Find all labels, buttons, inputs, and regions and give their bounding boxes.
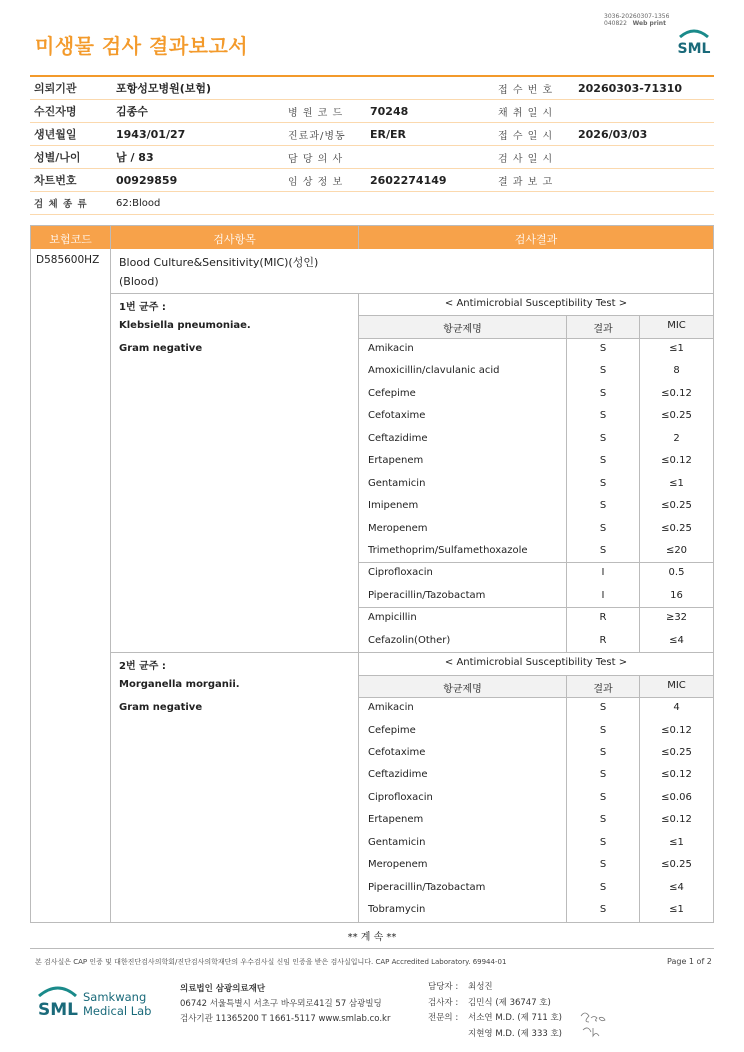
drug-name: Cefotaxime [368, 747, 426, 758]
drug-name: Meropenem [368, 522, 428, 534]
web-print-label: Web print [632, 20, 666, 27]
result-table-header [31, 226, 713, 249]
drug-name: Ampicillin [368, 612, 417, 624]
patient-field-label: 생년월일 [30, 123, 112, 146]
specimen-value: 62:Blood [112, 192, 714, 215]
drug-name: Cefepime [368, 387, 416, 399]
patient-field-value: 2026/03/03 [574, 123, 714, 146]
drug-name: Piperacillin/Tazobactam [368, 589, 486, 601]
organism-label: 1번 균주 : [119, 302, 166, 313]
org-address: 06742 서울특별시 서초구 바우뫼로41길 57 삼광빌딩 [180, 999, 382, 1009]
print-code-line2: 040822 [604, 20, 627, 27]
drug-mic: ≥32 [665, 612, 688, 624]
organism-gram: Gram negative [119, 702, 203, 714]
patient-row [30, 100, 714, 123]
report-title: 미생물 검사 결과보고서 [35, 34, 249, 58]
drug-result: S [599, 904, 607, 916]
drug-name: Amikacin [368, 702, 414, 714]
col-mic: MIC [667, 320, 686, 332]
staff-row [428, 996, 562, 1012]
drug-result: S [599, 342, 607, 354]
group-divider [358, 562, 713, 563]
drug-mic: ≤1 [669, 904, 684, 916]
row-divider [110, 293, 713, 294]
patient-field-value: 20260303-71310 [574, 76, 714, 100]
group-divider [358, 607, 713, 608]
staff-role: 검사자 : [428, 997, 459, 1008]
drug-result: S [599, 455, 607, 467]
drug-result: S [599, 522, 607, 534]
staff-role: 전문의 : [428, 1013, 459, 1023]
patient-row-specimen [30, 192, 714, 215]
col-result: 결과 [593, 324, 613, 336]
drug-result: S [599, 544, 607, 556]
patient-field-label: 접 수 번 호 [494, 76, 574, 100]
drug-mic: ≤0.12 [661, 455, 692, 467]
test-name: Blood Culture&Sensitivity(MIC)(성인) [119, 256, 319, 269]
row-divider [358, 697, 713, 698]
col-divider [358, 652, 359, 921]
drug-mic: ≤4 [669, 634, 684, 646]
footer-logo-sml: SML [38, 1000, 78, 1020]
patient-field-value: 김종수 [112, 100, 284, 123]
drug-mic: ≤0.25 [661, 522, 692, 534]
drug-mic: ≤0.06 [661, 791, 692, 803]
drug-result: S [599, 365, 607, 377]
drug-name: Gentamicin [368, 836, 426, 848]
col-divider [639, 315, 640, 652]
drug-name: Imipenem [368, 500, 419, 512]
drug-mic: ≤0.12 [661, 387, 692, 399]
drug-result: S [599, 387, 607, 399]
specimen-label: 검 체 종 류 [30, 192, 112, 215]
drug-mic: ≤1 [669, 477, 684, 489]
test-specimen: (Blood) [119, 275, 159, 288]
row-divider [110, 652, 713, 653]
patient-field-value [574, 100, 714, 123]
footer-divider [30, 948, 714, 949]
patient-field-value: ER/ER [366, 123, 494, 146]
drug-name: Ertapenem [368, 455, 424, 467]
patient-field-label: 담 당 의 사 [284, 146, 366, 169]
drug-result: I [601, 567, 605, 579]
patient-field-value: 포항성모병원(보험) [112, 76, 284, 100]
drug-name: Amikacin [368, 342, 414, 354]
staff-name: 김민식 (제 36747 호) [468, 997, 551, 1008]
drug-name: Ceftazidime [368, 432, 428, 444]
print-code-line1: 3036-20260307-1356 [604, 13, 670, 20]
header-test-result: 검사결과 [514, 233, 558, 246]
patient-field-value: 70248 [366, 100, 494, 123]
header-insurance-code: 보험코드 [49, 233, 92, 246]
drug-mic: ≤1 [669, 342, 684, 354]
drug-mic: ≤0.25 [661, 410, 692, 422]
drug-mic: 8 [673, 365, 680, 377]
staff-role: 담당자 : [428, 982, 459, 992]
drug-mic: ≤4 [669, 881, 684, 893]
drug-result: R [599, 612, 607, 624]
print-code [604, 13, 669, 27]
staff-name: 지현영 M.D. (제 333 호) [468, 1028, 563, 1039]
drug-mic: ≤0.25 [661, 747, 692, 758]
drug-result: S [599, 410, 607, 422]
drug-result: S [599, 881, 607, 893]
footer-logo-line1: Samkwang [83, 990, 147, 1004]
drug-name: Tobramycin [368, 904, 426, 916]
drug-name: Amoxicillin/clavulanic acid [368, 365, 500, 377]
drug-mic: ≤0.12 [661, 814, 692, 826]
drug-name: Ertapenem [368, 814, 424, 826]
drug-mic: 4 [673, 702, 680, 714]
page-number: Page 1 of 2 [667, 957, 712, 966]
drug-mic: 16 [670, 589, 683, 601]
drug-result: S [599, 791, 607, 803]
continued-label: ** 계 속 ** [347, 932, 397, 943]
drug-result: I [601, 589, 605, 601]
footer-logo-line2: Medical Lab [83, 1004, 152, 1018]
organism-gram: Gram negative [119, 343, 203, 354]
drug-name: Gentamicin [368, 477, 426, 489]
ast-title: < Antimicrobial Susceptibility Test > [444, 657, 628, 669]
drug-name: Cefotaxime [368, 410, 426, 422]
drug-mic: ≤20 [665, 544, 688, 556]
drug-result: S [599, 477, 607, 489]
drug-name: Ciprofloxacin [368, 791, 433, 803]
ast-title: < Antimicrobial Susceptibility Test > [444, 298, 628, 309]
drug-mic: 0.5 [668, 567, 685, 579]
result-table [30, 225, 714, 923]
patient-field-label: 검 사 일 시 [494, 146, 574, 169]
col-mic: MIC [667, 679, 686, 691]
drug-result: S [599, 814, 607, 826]
patient-field-label: 임 상 정 보 [284, 169, 366, 192]
patient-field-value [366, 146, 494, 169]
drug-name: Meropenem [368, 859, 428, 871]
drug-mic: ≤0.25 [661, 859, 692, 871]
drug-result: S [599, 836, 607, 848]
patient-field-value [574, 146, 714, 169]
patient-field-value [574, 169, 714, 192]
drug-name: Cefazolin(Other) [368, 634, 451, 646]
organism-name: Morganella morganii. [119, 679, 240, 691]
patient-row [30, 169, 714, 192]
staff-row [428, 1011, 562, 1027]
col-divider [566, 675, 567, 922]
drug-result: S [599, 747, 607, 758]
header-test-item: 검사항목 [213, 233, 256, 246]
org-contact: 검사기관 11365200 T 1661-5117 www.smlab.co.kr [180, 1014, 391, 1024]
col-drug-name: 항균제명 [443, 683, 482, 695]
patient-info-table [30, 75, 714, 215]
col-divider [566, 315, 567, 652]
patient-field-label: 접 수 일 시 [494, 123, 574, 146]
patient-field-value: 2602274149 [366, 169, 494, 192]
drug-mic: 2 [673, 432, 680, 444]
patient-field-value: 남 / 83 [112, 146, 284, 169]
drug-result: S [599, 432, 607, 444]
organism-label: 2번 균주 : [119, 661, 166, 673]
col-divider [358, 293, 359, 652]
patient-row [30, 146, 714, 169]
patient-row [30, 123, 714, 146]
patient-field-value: 00929859 [112, 169, 284, 192]
patient-field-label: 수진자명 [30, 100, 112, 123]
staff-row [428, 980, 562, 996]
logo-arc-icon [39, 988, 76, 996]
drug-result: S [599, 859, 607, 871]
samkwang-logo [36, 982, 166, 1024]
drug-name: Piperacillin/Tazobactam [368, 881, 486, 893]
patient-field-value [366, 76, 494, 100]
drug-name: Cefepime [368, 724, 416, 736]
patient-field-label: 병 원 코 드 [284, 100, 366, 123]
logo-text: SML [677, 41, 711, 57]
drug-result: S [599, 724, 607, 736]
staff-info [428, 980, 562, 1042]
accreditation-note: 본 검사실은 CAP 인증 및 대한진단검사의학회/진단검사의학재단의 우수검사실 신임 인증을 받은 검사실입니다. CAP Accredited Laboratory. 69944-01 [35, 958, 507, 966]
drug-result: S [599, 769, 607, 781]
col-divider [110, 226, 111, 922]
patient-field-label: 채 취 일 시 [494, 100, 574, 123]
drug-mic: ≤0.25 [661, 500, 692, 512]
patient-field-label [284, 76, 366, 100]
patient-field-label: 의뢰기관 [30, 76, 112, 100]
staff-row [428, 1027, 562, 1043]
signature-image [577, 1008, 613, 1040]
patient-field-label: 결 과 보 고 [494, 169, 574, 192]
patient-field-label: 성별/나이 [30, 146, 112, 169]
staff-name: 최성진 [468, 982, 493, 992]
drug-name: Trimethoprim/Sulfamethoxazole [368, 544, 528, 556]
sml-logo-icon [674, 23, 714, 63]
patient-field-label: 진료과/병동 [284, 123, 366, 146]
row-divider [358, 338, 713, 339]
drug-name: Ceftazidime [368, 769, 428, 781]
drug-result: S [599, 500, 607, 512]
drug-result: S [599, 702, 607, 714]
patient-field-label: 차트번호 [30, 169, 112, 192]
drug-result: R [599, 634, 607, 646]
patient-row [30, 76, 714, 100]
drug-mic: ≤1 [669, 836, 684, 848]
organization-info [180, 982, 390, 1027]
col-result: 결과 [593, 683, 613, 695]
drug-name: Ciprofloxacin [368, 567, 433, 579]
drug-mic: ≤0.12 [661, 769, 692, 781]
org-name: 의료법인 삼광의료재단 [180, 984, 266, 994]
staff-name: 서소연 M.D. (제 711 호) [468, 1013, 563, 1023]
col-divider [639, 675, 640, 922]
drug-mic: ≤0.12 [661, 724, 692, 736]
col-drug-name: 항균제명 [443, 324, 482, 336]
col-divider [358, 226, 359, 249]
patient-field-value: 1943/01/27 [112, 123, 284, 146]
organism-name: Klebsiella pneumoniae. [119, 320, 251, 331]
insurance-code: D585600HZ [36, 254, 100, 266]
